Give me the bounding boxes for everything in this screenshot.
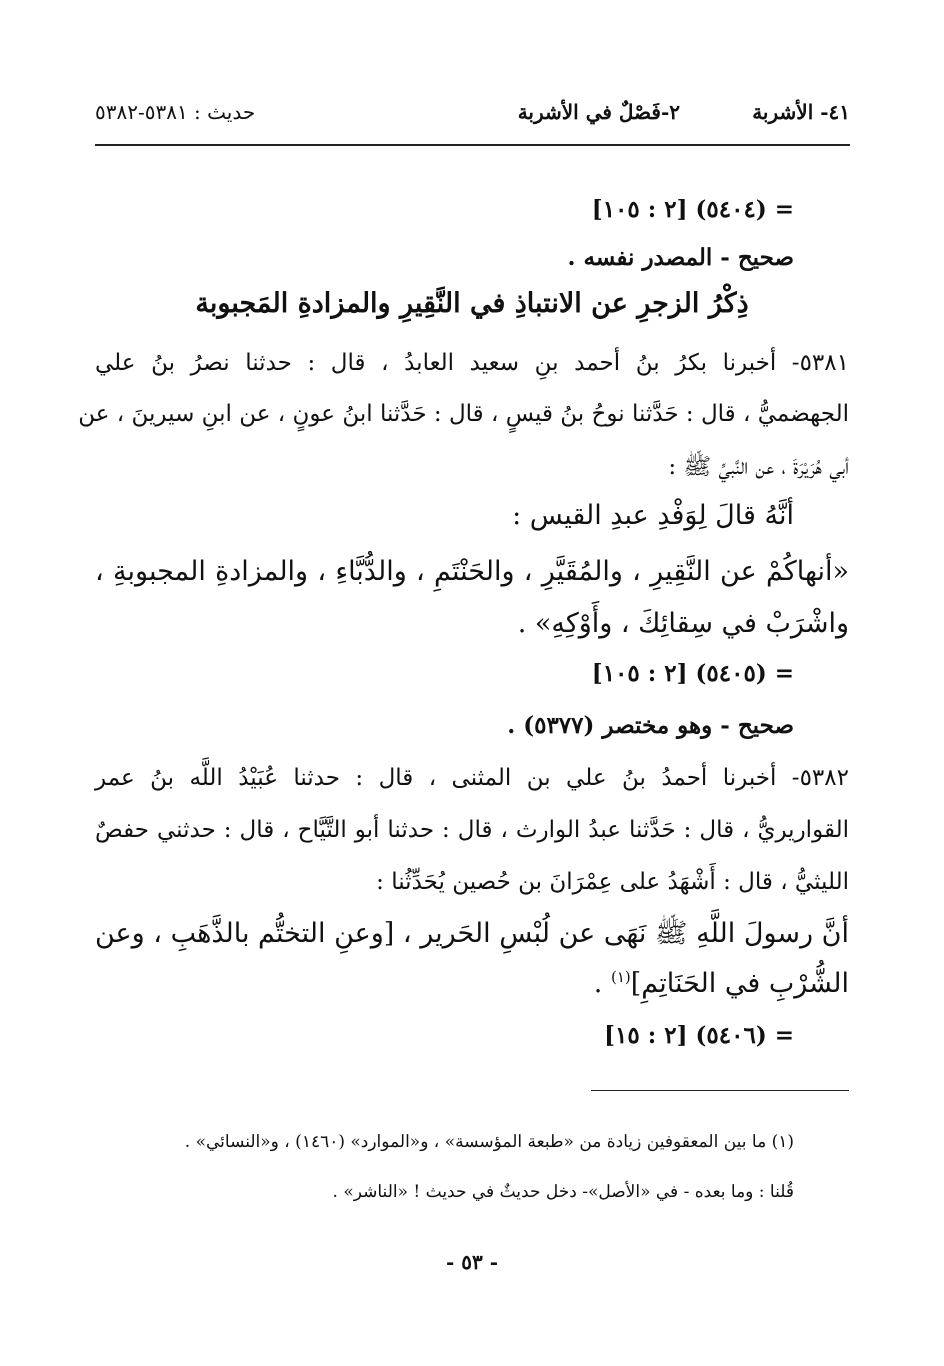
hadith-range: حديث : ٥٣٨١-٥٣٨٢ bbox=[95, 100, 256, 124]
hadith-5381-isnad-2: الجهضميُّ ، قال : حَدَّثنا نوحُ بنُ قيسٍ ، قال : حَدَّثنا ابنُ عونٍ ، عن ابنِ سيرينَ ، عن bbox=[78, 401, 849, 427]
running-header bbox=[95, 100, 850, 136]
hadith-5381-matn-2: «أنهاكُمْ عن النَّقِيرِ ، والمُقَيَّرِ ، والحَنْتَمِ ، والدُّبَّاءِ ، والمزادةِ المجبوبةِ ، bbox=[95, 556, 849, 587]
hadith-5382-matn-2-text: الشُّرْبِ في الحَنَاتِمِ] bbox=[630, 968, 849, 999]
hadith-5382-isnad-3: الليثيُّ ، قال : أَشْهَدُ على عِمْرَانَ بن حُصين يُحَدِّثُنا : bbox=[376, 869, 849, 895]
reference-line: = (٥٤٠٤) [٢ : ١٠٥] bbox=[591, 196, 794, 223]
hadith-5381-isnad-1: ٥٣٨١- أخبرنا بكرُ بنُ أحمد بنِ سعيد العابدُ ، قال : حدثنا نصرُ بنُ علي bbox=[95, 350, 849, 376]
page-number: - ٥٣ - bbox=[445, 1250, 498, 1274]
chapter-title: ٤١- الأشربة bbox=[752, 100, 850, 124]
hadith-5381-matn-3: واشْرَبْ في سِقائِكَ ، وأَوْكِهِ» . bbox=[517, 608, 849, 639]
grading-line: صحيح - المصدر نفسه . bbox=[567, 244, 794, 271]
footnote-1: (١) ما بين المعقوفين زيادة من «طبعة المؤسسة» ، و«الموارد» (١٤٦٠) ، و«النسائي» . bbox=[184, 1132, 794, 1152]
hadith-5382-matn-1: أنَّ رسولَ اللَّهِ ﷺ نَهَى عن لُبْسِ الحَرير ، [وعنِ التختُّم بالذَّهَبِ ، وعن bbox=[95, 918, 849, 949]
hadith-5382-matn-2 bbox=[594, 968, 849, 999]
section-title-header: ٢-فَصْلٌ في الأشربة bbox=[517, 100, 680, 124]
hadith-5381-reference: = (٥٤٠٥) [٢ : ١٠٥] bbox=[591, 660, 794, 687]
header-rule bbox=[95, 144, 850, 146]
hadith-5381-matn-1: أنَّهُ قالَ لِوَفْدِ عبدِ القيس : bbox=[512, 500, 794, 531]
footnote-rule bbox=[591, 1090, 849, 1091]
chapter-heading: ذِكْرُ الزجرِ عن الانتباذِ في النَّقِيرِ والمزادةِ المَجبوبة bbox=[195, 288, 749, 319]
hadith-5382-matn-2-end: . bbox=[593, 968, 611, 999]
hadith-5381-grading: صحيح - وهو مختصر (٥٣٧٧) . bbox=[507, 712, 794, 739]
hadith-5382-isnad-2: القواريريُّ ، قال : حَدَّثنا عبدُ الوارث ، قال : حدثنا أبو التَّيَّاح ، قال : حدثني حفصٌ bbox=[95, 817, 849, 843]
footnote-marker: (١) bbox=[610, 968, 631, 986]
footnote-2: قُلنا : وما بعده - في «الأصل»- دخل حديثٌ في حديث ! «الناشر» . bbox=[332, 1182, 794, 1202]
hadith-5382-isnad-1: ٥٣٨٢- أخبرنا أحمدُ بنُ علي بن المثنى ، قال : حدثنا عُبَيْدُ اللَّه بنُ عمر bbox=[95, 765, 849, 791]
hadith-5382-reference: = (٥٤٠٦) [٢ : ١٥] bbox=[604, 1022, 794, 1049]
hadith-5381-isnad-3: أبي هُرَيْرَةَ ، عن النَّبيِّ ﷺ : bbox=[668, 454, 849, 480]
